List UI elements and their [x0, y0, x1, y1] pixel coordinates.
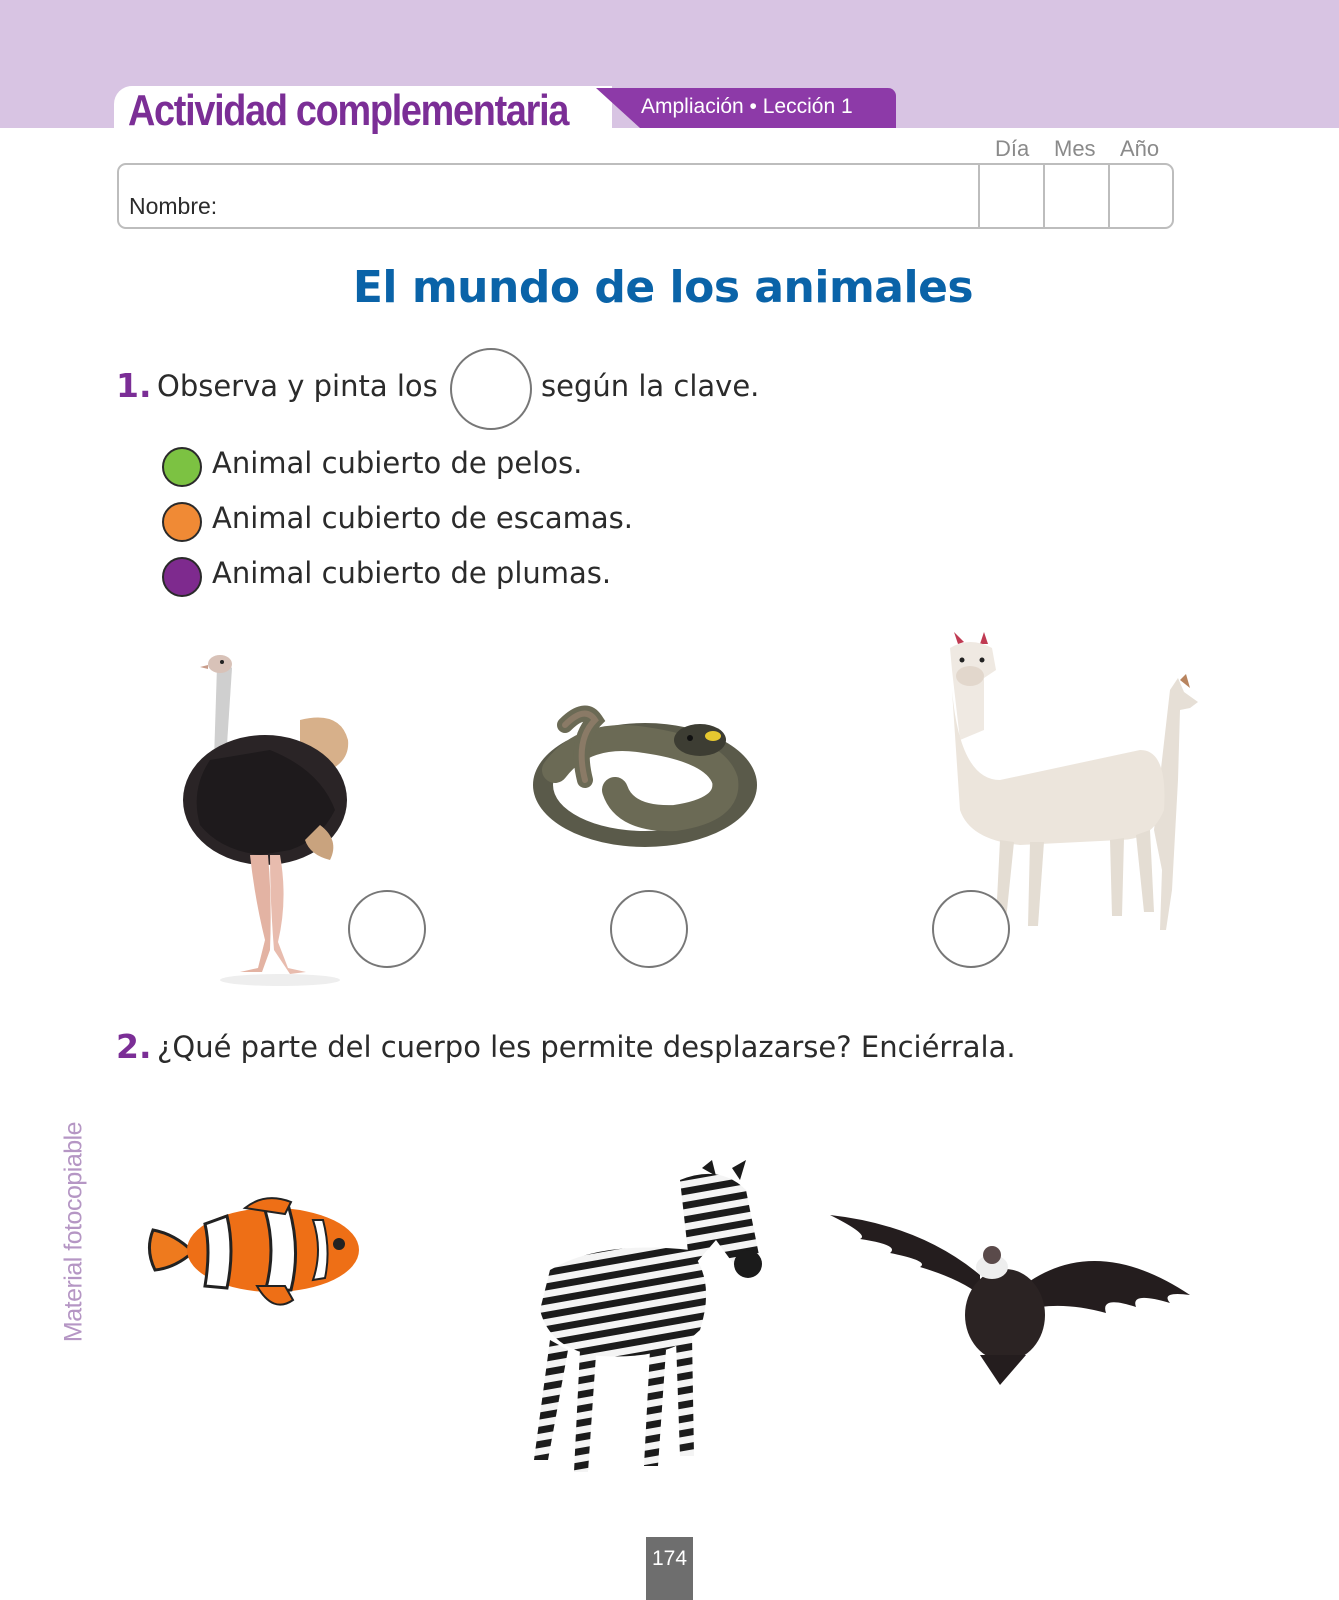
key-scales-text: Animal cubierto de escamas.	[212, 501, 633, 535]
question-2-number: 2.	[116, 1027, 152, 1066]
activity-title: Actividad complementaria	[128, 86, 569, 135]
ostrich-answer-circle[interactable]	[348, 890, 426, 968]
year-label: Año	[1120, 136, 1160, 161]
photocopiable-label: Material fotocopiable	[59, 1121, 88, 1343]
day-field-divider	[978, 165, 980, 227]
page-number: 174	[651, 1547, 688, 1570]
example-circle	[450, 348, 532, 430]
ostrich-illustration	[170, 650, 370, 990]
day-label: Día	[995, 136, 1030, 161]
condor-illustration	[830, 1195, 1205, 1385]
question-1-text-after: según la clave.	[541, 369, 760, 403]
page-title: El mundo de los animales	[352, 262, 974, 313]
clownfish-illustration	[145, 1190, 370, 1320]
month-field-divider	[1043, 165, 1045, 227]
name-field[interactable]	[117, 163, 1174, 229]
purple-key-dot	[162, 557, 202, 597]
orange-key-dot	[162, 502, 202, 542]
question-2-text: ¿Qué parte del cuerpo les permite desplazarse? Enciérrala.	[157, 1030, 1016, 1064]
snake-answer-circle[interactable]	[610, 890, 688, 968]
key-feathers-text: Animal cubierto de plumas.	[212, 556, 612, 590]
zebra-illustration	[520, 1160, 770, 1490]
name-label: Nombre:	[129, 193, 218, 219]
lesson-badge-label: Ampliación • Lección 1	[641, 95, 853, 118]
month-label: Mes	[1054, 136, 1096, 161]
question-1-number: 1.	[116, 366, 152, 405]
snake-illustration	[525, 700, 775, 860]
year-field-divider	[1108, 165, 1110, 227]
llama-answer-circle[interactable]	[932, 890, 1010, 968]
key-fur-text: Animal cubierto de pelos.	[212, 446, 583, 480]
green-key-dot	[162, 447, 202, 487]
question-1-text-before: Observa y pinta los	[157, 369, 438, 403]
